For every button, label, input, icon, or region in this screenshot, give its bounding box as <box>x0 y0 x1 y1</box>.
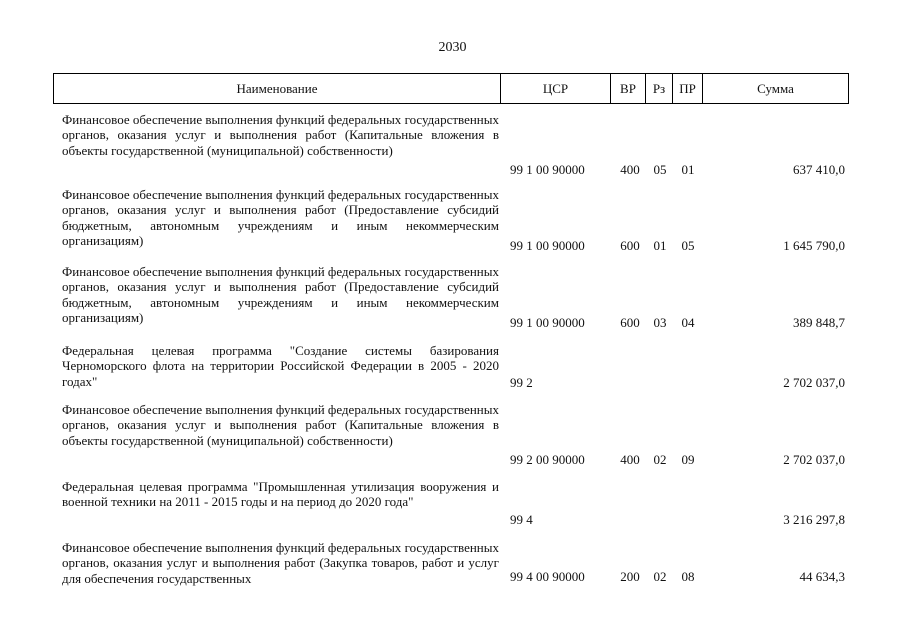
row-rz: 01 <box>653 238 667 253</box>
row-csr: 99 1 00 90000 <box>510 162 585 177</box>
row-pr: 05 <box>681 238 695 253</box>
row-vr: 200 <box>620 569 640 584</box>
row-sum: 44 634,3 <box>799 569 845 584</box>
row-name: Федеральная целевая программа "Создание системы базирования Черноморского флота на территории Российской Федерации в 2005 - 2020 годах" <box>62 343 499 389</box>
table-header <box>53 73 849 104</box>
row-sum: 1 645 790,0 <box>783 238 845 253</box>
row-pr: 04 <box>681 315 695 330</box>
row-csr: 99 2 00 90000 <box>510 452 585 467</box>
row-name: Финансовое обеспечение выполнения функций федеральных государственных органов, оказания услуг и выполнения работ (Капитальные вложения в объекты государственной (муниципальной) собственности) <box>62 402 499 448</box>
row-sum: 2 702 037,0 <box>783 452 845 467</box>
row-sum: 389 848,7 <box>793 315 845 330</box>
row-vr: 600 <box>620 315 640 330</box>
row-csr: 99 1 00 90000 <box>510 315 585 330</box>
row-vr: 400 <box>620 452 640 467</box>
row-rz: 03 <box>653 315 667 330</box>
row-csr: 99 4 <box>510 512 533 527</box>
row-sum: 3 216 297,8 <box>783 512 845 527</box>
row-name: Федеральная целевая программа "Промышленная утилизация вооружения и военной техники на 2011 - 2015 годы и на период до 2020 года" <box>62 479 499 510</box>
row-csr: 99 4 00 90000 <box>510 569 585 584</box>
header-pr: ПР <box>673 74 703 103</box>
row-csr: 99 2 <box>510 375 533 390</box>
page-number: 2030 <box>438 40 467 55</box>
row-name: Финансовое обеспечение выполнения функций федеральных государственных органов, оказания услуг и выполнения работ (Предоставление субсидий бюджетным, автономным учреждениям и иным некоммерческим организациям) <box>62 264 499 326</box>
row-rz: 02 <box>653 569 667 584</box>
row-rz: 02 <box>653 452 667 467</box>
header-name: Наименование <box>54 74 501 103</box>
row-name: Финансовое обеспечение выполнения функций федеральных государственных органов, оказания услуг и выполнения работ (Капитальные вложения в объекты государственной (муниципальной) собственности) <box>62 112 499 158</box>
row-vr: 400 <box>620 162 640 177</box>
row-sum: 637 410,0 <box>793 162 845 177</box>
header-vr: ВР <box>611 74 646 103</box>
header-csr: ЦСР <box>501 74 611 103</box>
row-name: Финансовое обеспечение выполнения функций федеральных государственных органов, оказания услуг и выполнения работ (Закупка товаров, работ и услуг для обеспечения государственных <box>62 540 499 586</box>
header-rz: Рз <box>646 74 673 103</box>
row-sum: 2 702 037,0 <box>783 375 845 390</box>
row-name: Финансовое обеспечение выполнения функций федеральных государственных органов, оказания услуг и выполнения работ (Предоставление субсидий бюджетным, автономным учреждениям и иным некоммерческим организациям) <box>62 187 499 249</box>
row-pr: 01 <box>681 162 695 177</box>
row-vr: 600 <box>620 238 640 253</box>
row-pr: 09 <box>681 452 695 467</box>
row-pr: 08 <box>681 569 695 584</box>
row-csr: 99 1 00 90000 <box>510 238 585 253</box>
header-sum: Сумма <box>757 81 794 96</box>
row-rz: 05 <box>653 162 667 177</box>
